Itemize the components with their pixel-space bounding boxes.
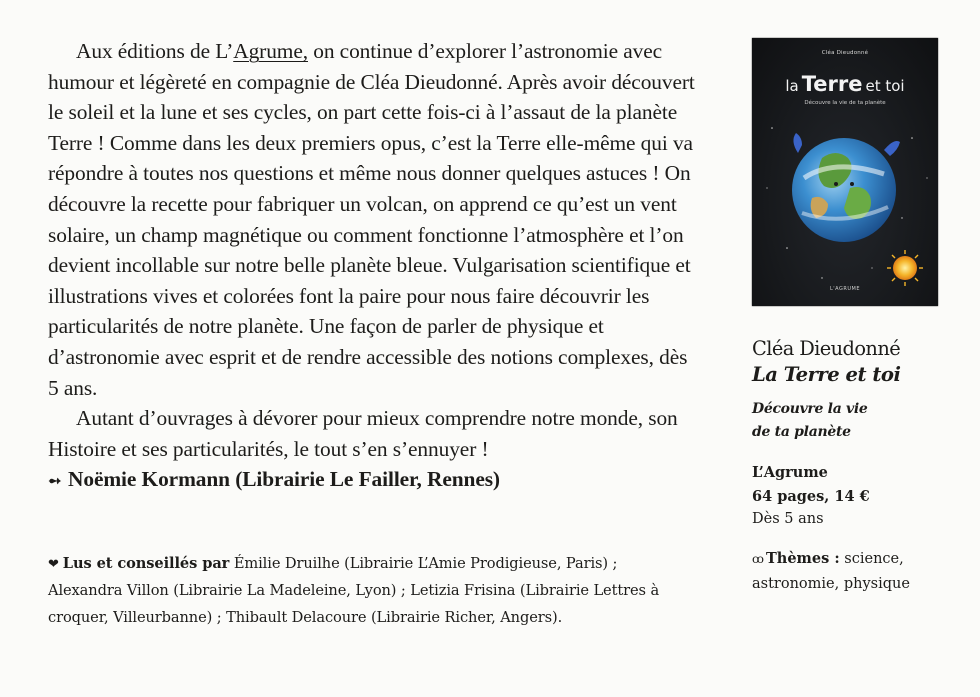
sun-icon <box>887 250 923 286</box>
earth-icon <box>792 138 896 242</box>
cover-publisher: L'AGRUME <box>830 286 860 292</box>
themes-label: Thèmes : <box>766 549 840 567</box>
glasses-icon: ꝏ <box>752 551 764 566</box>
publisher-link[interactable]: Agrume, <box>233 39 308 63</box>
review-text: Aux éditions de L’ <box>76 39 234 63</box>
cover-title <box>752 72 938 96</box>
signature-text: Noëmie Kormann (Librairie Le Failler, Rennes) <box>68 467 500 492</box>
book-subtitle <box>752 398 967 443</box>
book-pages-price: 64 pages, 14 € <box>752 487 870 505</box>
recommended-by <box>48 551 688 631</box>
book-subtitle-line1: Découvre la vie <box>752 401 868 417</box>
themes-text: science, astronomie, physique <box>752 550 910 592</box>
cover-title-main: Terre <box>801 72 863 96</box>
book-author: Cléa Dieudonné <box>752 337 901 360</box>
book-info <box>752 336 967 597</box>
book-publisher: L’Agrume <box>752 464 828 481</box>
book-themes <box>752 546 967 597</box>
book-age: Dès 5 ans <box>752 511 824 527</box>
cover-title-post: et toi <box>865 77 905 95</box>
review-signature <box>48 464 698 498</box>
recommended-list: Émilie Druilhe (Librairie L’Amie Prodigieuse, Paris) ; Alexandra Villon (Librairie La Madeleine, Lyon) ; Letizia Frisina (Librairie Lettres à croquer, Villeurbanne) ; Thibault Delacoure (Librairie Richer, Angers). <box>48 555 660 626</box>
cover-title-pre: la <box>785 77 799 95</box>
book-cover <box>752 38 938 306</box>
heart-icon: ❤ <box>48 557 59 572</box>
book-title: La Terre et toi <box>752 363 901 386</box>
recommended-label: Lus et conseillés par <box>62 555 230 572</box>
cover-subtitle: Découvre la vie de ta planète <box>804 100 886 106</box>
arrow-icon: ➻ <box>48 473 62 491</box>
review-paragraph-2: Autant d’ouvrages à dévorer pour mieux comprendre notre monde, son Histoire et ses particularités, le tout s’en s’ennuyer ! <box>48 406 678 461</box>
review-paragraph-1 <box>48 36 698 403</box>
review-article <box>48 36 698 498</box>
book-subtitle-line2: de ta planète <box>752 423 851 440</box>
cover-author: Cléa Dieudonné <box>821 50 869 56</box>
review-text-cont: on continue d’explorer l’astronomie avec humour et légèreté en compagnie de Cléa Dieudonné. Après avoir découvert le soleil et la lune et ses cycles, on part cette fois-ci à l’assaut de la planète Terre ! Comme dans les deux premiers opus, c’est la Terre elle-même qui va répondre à toutes nos questions et même nous donner quelques astuces ! On découvre la recette pour fabriquer un volcan, on apprend ce qu’est un vent solaire, un champ magnétique ou comment fonctionne l’atmosphère et l’on devient incollable sur notre belle planète bleue. Vulgarisation scientifique et illustrations vives et colorées font la paire pour nous faire découvrir les particularités de notre planète. Une façon de parler de physique et d’astronomie avec esprit et de rendre accessible des notions complexes, dès 5 ans. <box>48 39 695 400</box>
